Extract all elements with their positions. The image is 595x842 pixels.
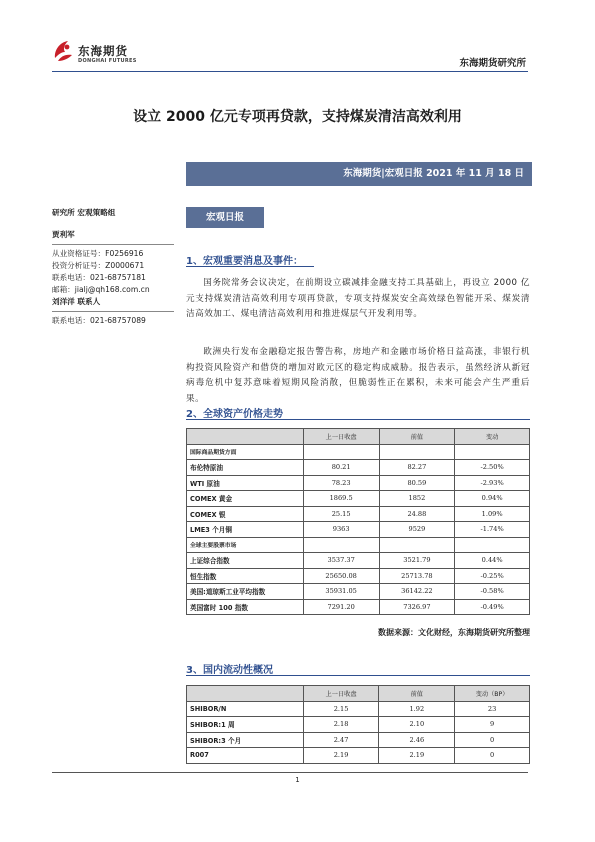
row-label: LME3 个月铜	[187, 522, 304, 538]
sidebar-divider	[52, 244, 174, 245]
cell-prior: 25713.78	[379, 568, 455, 584]
row-label: 英国富时 100 指数	[187, 599, 304, 615]
row-label: COMEX 银	[187, 506, 304, 522]
sidebar-dept: 研究所 宏观策略组	[52, 208, 116, 217]
table-row	[187, 717, 530, 733]
table-header-cell: 上一日收盘	[303, 429, 379, 445]
cell-prior: 2.10	[379, 717, 455, 733]
table-header-cell: 前值	[379, 429, 455, 445]
header-institute: 东海期货研究所	[459, 58, 526, 69]
cell-prior: 36142.22	[379, 584, 455, 600]
page-number: 1	[295, 776, 300, 784]
row-label: 恒生指数	[187, 568, 304, 584]
cell-prev-close: 2.18	[303, 717, 379, 733]
cell-change-bp: 23	[455, 701, 530, 717]
cell-prior: 2.19	[379, 748, 455, 764]
brand-name-en: DONGHAI FUTURES	[78, 58, 137, 64]
cell-prior: 1852	[379, 491, 455, 507]
contact-phone: 联系电话：021-68757089	[52, 316, 146, 325]
analyst-qualification: 从业资格证号：F0256916	[52, 249, 144, 258]
table-header-cell: 变动	[455, 429, 530, 445]
section-heading-news: 1、宏观重要消息及事件：	[186, 256, 303, 267]
table-row	[187, 460, 530, 476]
cell-prior: 1.92	[379, 701, 455, 717]
table-header-cell	[187, 686, 304, 702]
table-row	[187, 584, 530, 600]
group-label-commodities: 国际商品期货方面	[187, 444, 304, 460]
row-label: WTI 原油	[187, 475, 304, 491]
table-row	[187, 599, 530, 615]
section-heading-assets: 2、全球资产价格走势	[186, 409, 283, 420]
section-underline	[186, 266, 314, 267]
cell-prev-close: 80.21	[303, 460, 379, 476]
footer-divider	[52, 772, 528, 773]
analyst-email: 邮箱：jialj@qh168.com.cn	[52, 285, 150, 294]
cell-change: -0.49%	[455, 599, 530, 615]
table-row	[187, 701, 530, 717]
cell-change-bp: 0	[455, 748, 530, 764]
cell-prev-close: 78.23	[303, 475, 379, 491]
table-row	[187, 568, 530, 584]
page-header	[52, 38, 528, 72]
cell-change: 0.44%	[455, 553, 530, 569]
row-label: COMEX 黄金	[187, 491, 304, 507]
row-label: R007	[187, 748, 304, 764]
data-source-note: 数据来源：文化财经，东海期货研究所整理	[378, 628, 530, 637]
table-header-cell: 变动（BP）	[455, 686, 530, 702]
cell-prior: 2.46	[379, 732, 455, 748]
cell-prev-close: 7291.20	[303, 599, 379, 615]
donghai-logo-icon	[52, 38, 74, 64]
analyst-phone: 联系电话：021-68757181	[52, 273, 146, 282]
report-type-tag: 宏观日报	[186, 207, 264, 228]
row-label: 美国:道琼斯工业平均指数	[187, 584, 304, 600]
cell-prev-close: 9363	[303, 522, 379, 538]
cell-prior: 80.59	[379, 475, 455, 491]
page-title: 设立 2000 亿元专项再贷款，支持煤炭清洁高效利用	[133, 109, 462, 125]
cell-change: -1.74%	[455, 522, 530, 538]
table-row	[187, 522, 530, 538]
row-label: SHIBOR/N	[187, 701, 304, 717]
group-label-equities: 全球主要股票市场	[187, 537, 304, 553]
cell-change-bp: 0	[455, 732, 530, 748]
cell-change: 0.94%	[455, 491, 530, 507]
table-header-cell	[187, 429, 304, 445]
table-group-row	[187, 444, 530, 460]
table-row	[187, 491, 530, 507]
sidebar	[52, 207, 174, 327]
table-row	[187, 506, 530, 522]
table-header-row	[187, 686, 530, 702]
cell-change: -0.58%	[455, 584, 530, 600]
analyst-invest-cert: 投资分析证号：Z0000671	[52, 261, 145, 270]
news-paragraph-2: 欧洲央行发布金融稳定报告警告称，房地产和金融市场价格日益高涨，非银行机构投资风险资产和借贷的增加对欧元区的稳定构成威胁。报告表示，虽然经济从新冠病毒危机中复苏意味着短期风险消散，但脆弱性正在累积，未来可能会产生严重后果。	[186, 347, 530, 404]
table-header-cell: 上一日收盘	[303, 686, 379, 702]
table-group-row	[187, 537, 530, 553]
cell-prev-close: 1869.5	[303, 491, 379, 507]
cell-prior: 9529	[379, 522, 455, 538]
cell-change: -0.25%	[455, 568, 530, 584]
report-banner: 东海期货|宏观日报 2021 年 11 月 18 日	[186, 162, 532, 186]
row-label: 上证综合指数	[187, 553, 304, 569]
table-row	[187, 553, 530, 569]
brand-name: 东海期货	[78, 44, 128, 58]
row-label: SHIBOR:1 周	[187, 717, 304, 733]
section-heading-liquidity: 3、国内流动性概况	[186, 665, 273, 676]
cell-prior: 3521.79	[379, 553, 455, 569]
cell-prev-close: 3537.37	[303, 553, 379, 569]
table-row	[187, 475, 530, 491]
analyst-name: 贾利军	[52, 230, 75, 239]
table-row	[187, 732, 530, 748]
table-row	[187, 748, 530, 764]
cell-prev-close: 2.19	[303, 748, 379, 764]
cell-change: -2.50%	[455, 460, 530, 476]
cell-prev-close: 25.15	[303, 506, 379, 522]
cell-change-bp: 9	[455, 717, 530, 733]
row-label: 布伦特原油	[187, 460, 304, 476]
cell-prev-close: 2.15	[303, 701, 379, 717]
cell-prev-close: 2.47	[303, 732, 379, 748]
asset-price-table	[186, 428, 530, 615]
cell-prev-close: 25650.08	[303, 568, 379, 584]
cell-prior: 82.27	[379, 460, 455, 476]
section-underline	[186, 675, 530, 676]
sidebar-divider	[52, 311, 174, 312]
table-header-row	[187, 429, 530, 445]
cell-change: 1.09%	[455, 506, 530, 522]
cell-prior: 7326.97	[379, 599, 455, 615]
contact-name: 刘洋洋 联系人	[52, 297, 101, 306]
table-header-cell: 前值	[379, 686, 455, 702]
liquidity-table	[186, 685, 530, 764]
row-label: SHIBOR:3 个月	[187, 732, 304, 748]
cell-prev-close: 35931.05	[303, 584, 379, 600]
cell-change: -2.93%	[455, 475, 530, 491]
cell-prior: 24.88	[379, 506, 455, 522]
section-underline	[186, 419, 530, 420]
news-paragraph-1: 国务院常务会议决定，在前期设立碳减排金融支持工具基础上，再设立 2000 亿元支持煤炭清洁高效利用专项再贷款，专项支持煤炭安全高效绿色智能开采、煤炭清洁高效加工、煤电清洁高效利用和推进煤层气开发利用等。	[186, 278, 530, 319]
